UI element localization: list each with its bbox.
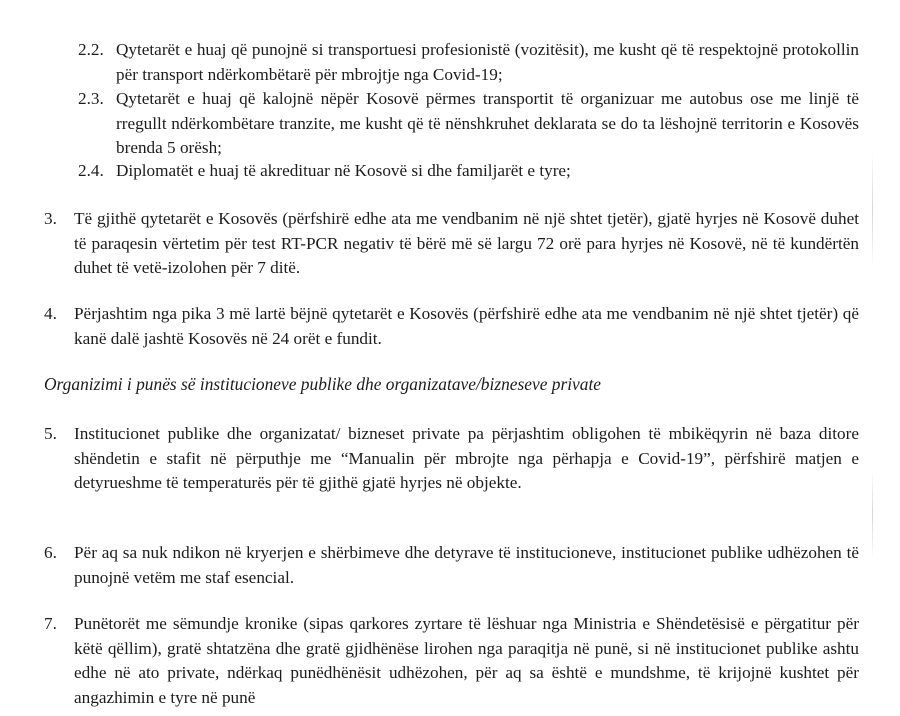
item-number: 3. [44,209,57,228]
list-item-6 [44,541,859,590]
item-text: Qytetarët e huaj që punojnë si transportuesi profesionistë (vozitësit), me kusht që të respektojnë protokollin për transport ndërkombëtarë për mbrojtje nga Covid-19; [116,40,859,84]
item-text: Për aq sa nuk ndikon në kryerjen e shërbimeve dhe detyrave të institucioneve, institucionet publike udhëzohen të punojnë vetëm me staf esencial. [74,543,859,587]
item-text: Punëtorët me sëmundje kronike (sipas qarkores zyrtare të lëshuar nga Ministria e Shëndetësisë e përgatitur për këtë qëllim), gratë shtatzëna dhe gratë gjidhënëse lirohen nga paraqitja në punë, si në institucionet publike ashtu edhe në ato private, ndërkaq punëdhënësit udhëzohen, për aq sa është e mundshme, të krijojnë kushtet për angazhimin e tyre në punë [74,614,859,707]
scan-edge-shadow [872,470,873,560]
list-item-4 [44,302,859,351]
section-heading: Organizimi i punës së institucioneve publike dhe organizatave/bizneseve private [44,374,602,394]
item-number: 4. [44,304,57,323]
item-number: 7. [44,614,57,633]
item-text: Institucionet publike dhe organizatat/ bizneset private pa përjashtim obligohen të mbikëqyrin në baza ditore shëndetin e stafit në përputhje me “Manualin për mbrojte nga përhapja e Covid-19”, përfshirë matjen e detyrueshme të temperaturës për të gjithë gjatë hyrjes në objekte. [74,424,859,492]
list-item-2-2 [78,38,859,87]
item-number: 2.2. [78,40,104,59]
item-number: 5. [44,424,57,443]
item-number: 2.4. [78,161,104,180]
item-text: Të gjithë qytetarët e Kosovës (përfshirë edhe ata me vendbanim në një shtet tjetër), gjatë hyrjes në Kosovë duhet të paraqesin vërtetim për test RT-PCR negativ të bërë më së largu 72 orë para hyrjes në Kosovë, në të kundërtën duhet të vetë-izolohen për 7 ditë. [74,209,859,277]
item-text: Diplomatët e huaj të akredituar në Kosovë si dhe familjarët e tyre; [116,161,571,180]
item-text: Përjashtim nga pika 3 më lartë bëjnë qytetarët e Kosovës (përfshirë edhe ata me vendbanim në një shtet tjetër) që kanë dalë jashtë Kosovës në 24 orët e fundit. [74,304,859,348]
list-item-2-4 [78,159,859,184]
item-number: 6. [44,543,57,562]
item-text: Qytetarët e huaj që kalojnë nëpër Kosovë përmes transportit të organizuar me autobus ose me linjë të rregullt ndërkombëtare tranzite, me kusht që të nënshkruhet deklarata se do ta lëshojnë territorin e Kosovës brenda 5 orësh; [116,89,859,157]
list-item-3 [44,207,859,281]
list-item-5 [44,422,859,496]
list-item-2-3 [78,87,859,161]
item-number: 2.3. [78,89,104,108]
list-item-7 [44,612,859,710]
scan-edge-shadow [872,150,873,270]
